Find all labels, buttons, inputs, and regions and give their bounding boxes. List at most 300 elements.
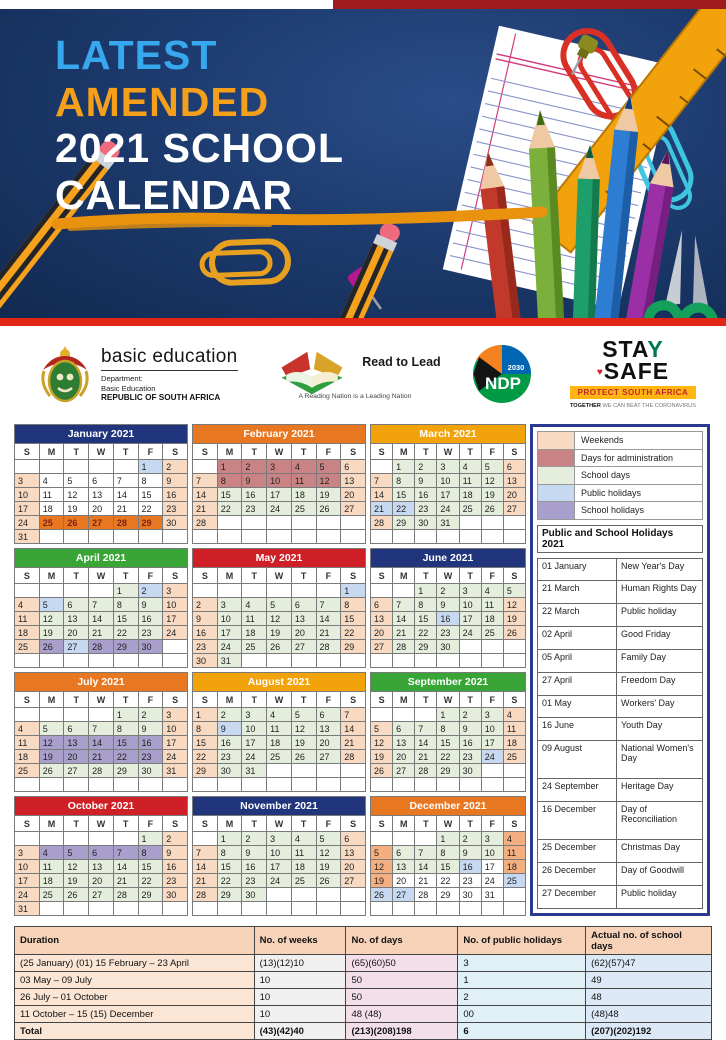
weekday-header: T	[291, 444, 316, 460]
logos-band	[0, 326, 726, 420]
day-cell	[481, 654, 503, 668]
weekday-header: M	[393, 568, 415, 584]
weekday-header: F	[138, 568, 163, 584]
day-cell: 18	[267, 736, 292, 750]
day-cell: 17	[163, 736, 188, 750]
week-row	[371, 612, 526, 626]
day-cell	[503, 530, 525, 544]
day-cell: 14	[193, 488, 218, 502]
day-cell: 20	[89, 502, 114, 516]
day-cell	[64, 778, 89, 792]
day-cell: 5	[64, 474, 89, 488]
day-cell: 24	[267, 502, 292, 516]
day-cell	[291, 530, 316, 544]
weekday-header: W	[89, 692, 114, 708]
week-row	[193, 722, 366, 736]
day-cell: 24	[163, 626, 188, 640]
day-cell: 1	[138, 832, 163, 846]
week-row	[371, 846, 526, 860]
striped-pencil-icon	[275, 220, 403, 318]
day-cell: 17	[481, 736, 503, 750]
weekday-header: W	[89, 444, 114, 460]
stay-safe-line1: STAY	[602, 336, 664, 363]
weekday-header: F	[316, 816, 341, 832]
day-cell: 19	[316, 860, 341, 874]
holidays-title: Public and School Holidays 2021	[537, 525, 703, 553]
holiday-date: 01 May	[538, 695, 617, 718]
day-cell: 26	[371, 764, 393, 778]
weekday-header: T	[415, 568, 437, 584]
day-cell	[113, 902, 138, 916]
day-cell	[316, 654, 341, 668]
day-cell: 23	[242, 874, 267, 888]
weekday-header: S	[15, 568, 40, 584]
day-cell: 21	[89, 750, 114, 764]
day-cell	[393, 778, 415, 792]
day-cell	[89, 530, 114, 544]
day-cell	[113, 832, 138, 846]
day-cell: 18	[15, 750, 40, 764]
holiday-row	[538, 604, 703, 627]
day-cell: 10	[267, 474, 292, 488]
day-cell: 2	[242, 832, 267, 846]
day-cell: 1	[341, 584, 366, 598]
weekday-header: W	[437, 816, 459, 832]
day-cell: 20	[371, 626, 393, 640]
day-cell	[503, 902, 525, 916]
day-cell: 24	[459, 626, 481, 640]
day-cell: 22	[217, 874, 242, 888]
day-cell: 15	[341, 612, 366, 626]
day-cell: 27	[503, 502, 525, 516]
day-cell	[316, 888, 341, 902]
weekday-header: S	[193, 444, 218, 460]
day-cell	[15, 778, 40, 792]
day-cell: 8	[217, 474, 242, 488]
day-cell	[371, 778, 393, 792]
day-cell: 4	[503, 708, 525, 722]
term-summary-table	[14, 926, 712, 1040]
day-cell: 16	[242, 860, 267, 874]
day-cell: 22	[393, 502, 415, 516]
day-cell	[415, 530, 437, 544]
day-cell	[316, 764, 341, 778]
day-cell: 12	[503, 598, 525, 612]
day-cell: 24	[242, 750, 267, 764]
week-row	[15, 888, 188, 902]
month-title: August 2021	[193, 673, 366, 692]
day-cell	[371, 460, 393, 474]
day-cell: 1	[415, 584, 437, 598]
day-cell: 30	[459, 888, 481, 902]
day-cell: 29	[138, 516, 163, 530]
weekday-header: F	[481, 444, 503, 460]
day-cell: 26	[64, 888, 89, 902]
day-cell: 27	[341, 874, 366, 888]
day-cell	[341, 530, 366, 544]
weekday-header: F	[138, 444, 163, 460]
day-cell: 19	[371, 874, 393, 888]
holiday-name: Workers' Day	[617, 695, 703, 718]
day-cell: 15	[138, 488, 163, 502]
summary-cell: 03 May – 09 July	[15, 972, 255, 989]
day-cell	[393, 832, 415, 846]
day-cell: 5	[481, 460, 503, 474]
summary-cell: 50	[346, 972, 458, 989]
day-cell	[39, 584, 64, 598]
day-cell	[39, 530, 64, 544]
weekday-header: T	[113, 816, 138, 832]
weekday-header: M	[393, 692, 415, 708]
day-cell	[193, 902, 218, 916]
week-row	[193, 502, 366, 516]
week-row	[371, 488, 526, 502]
day-cell: 8	[113, 722, 138, 736]
holiday-date: 02 April	[538, 627, 617, 650]
day-cell: 13	[341, 474, 366, 488]
weekday-header: W	[89, 816, 114, 832]
day-cell: 3	[437, 460, 459, 474]
weekday-header: T	[459, 568, 481, 584]
top-strip-white	[0, 0, 333, 9]
day-cell: 20	[89, 874, 114, 888]
day-cell: 13	[341, 846, 366, 860]
summary-cell: 10	[254, 1006, 346, 1023]
weekday-header: S	[503, 568, 525, 584]
day-cell	[217, 778, 242, 792]
week-row	[193, 832, 366, 846]
day-cell: 8	[217, 846, 242, 860]
day-cell: 21	[316, 626, 341, 640]
week-row	[193, 750, 366, 764]
week-row	[193, 598, 366, 612]
weekday-header: W	[89, 568, 114, 584]
day-cell	[64, 530, 89, 544]
day-cell: 22	[113, 750, 138, 764]
day-cell: 29	[437, 888, 459, 902]
day-cell: 30	[242, 888, 267, 902]
weekday-header: S	[193, 568, 218, 584]
legend-label: Weekends	[575, 432, 703, 450]
legend-label: Public holidays	[575, 484, 703, 502]
day-cell	[267, 888, 292, 902]
day-cell: 12	[291, 722, 316, 736]
day-cell: 8	[415, 598, 437, 612]
holiday-date: 21 March	[538, 581, 617, 604]
week-row	[371, 640, 526, 654]
day-cell	[15, 832, 40, 846]
weekday-header: F	[316, 692, 341, 708]
day-cell	[113, 654, 138, 668]
weekday-header: M	[39, 568, 64, 584]
day-cell: 13	[291, 612, 316, 626]
day-cell: 27	[316, 750, 341, 764]
day-cell: 16	[138, 612, 163, 626]
day-cell	[163, 654, 188, 668]
holiday-date: 24 September	[538, 779, 617, 802]
day-cell: 17	[217, 626, 242, 640]
day-cell	[481, 778, 503, 792]
day-cell: 20	[393, 750, 415, 764]
day-cell	[64, 584, 89, 598]
day-cell: 9	[163, 846, 188, 860]
day-cell: 3	[163, 708, 188, 722]
day-cell	[459, 640, 481, 654]
read-to-lead-logo	[269, 349, 441, 400]
coat-of-arms-icon	[38, 344, 92, 404]
holiday-row	[538, 581, 703, 604]
day-cell	[138, 902, 163, 916]
day-cell: 24	[15, 516, 40, 530]
week-row	[15, 846, 188, 860]
legend-holidays-panel	[530, 424, 710, 916]
weekday-header: S	[15, 816, 40, 832]
day-cell: 11	[15, 612, 40, 626]
day-cell: 14	[89, 736, 114, 750]
day-cell: 11	[15, 736, 40, 750]
day-cell: 26	[481, 502, 503, 516]
calendar-grid	[14, 424, 718, 916]
day-cell	[341, 654, 366, 668]
day-cell	[39, 460, 64, 474]
title-line-year: 2021 SCHOOL	[55, 125, 344, 172]
day-cell: 27	[291, 640, 316, 654]
day-cell: 16	[138, 736, 163, 750]
month-table	[192, 548, 366, 668]
day-cell: 14	[415, 736, 437, 750]
weekday-header: T	[459, 444, 481, 460]
holiday-row	[538, 863, 703, 886]
day-cell: 27	[64, 764, 89, 778]
day-cell: 9	[217, 722, 242, 736]
holiday-name: Good Friday	[617, 627, 703, 650]
day-cell: 1	[113, 708, 138, 722]
day-cell: 9	[242, 474, 267, 488]
day-cell	[242, 902, 267, 916]
summary-cell: (25 January) (01) 15 February – 23 April	[15, 955, 255, 972]
day-cell: 4	[291, 460, 316, 474]
holiday-name: National Women's Day	[617, 741, 703, 779]
day-cell: 20	[341, 488, 366, 502]
day-cell	[291, 654, 316, 668]
week-row	[193, 474, 366, 488]
legend-row	[538, 502, 703, 520]
weekday-header: M	[393, 444, 415, 460]
week-row	[193, 626, 366, 640]
week-row	[15, 502, 188, 516]
weekday-header: W	[267, 568, 292, 584]
day-cell: 31	[15, 902, 40, 916]
day-cell: 2	[163, 832, 188, 846]
title-line-calendar: CALENDAR	[55, 172, 294, 219]
day-cell	[113, 530, 138, 544]
day-cell: 12	[371, 736, 393, 750]
day-cell	[316, 902, 341, 916]
summary-cell: (48)48	[586, 1006, 712, 1023]
day-cell: 2	[242, 460, 267, 474]
day-cell: 28	[316, 640, 341, 654]
day-cell: 26	[316, 502, 341, 516]
week-row	[371, 860, 526, 874]
dbe-text	[101, 346, 238, 403]
day-cell: 19	[39, 626, 64, 640]
day-cell: 25	[503, 874, 525, 888]
stay-safe-line2: ♥SAFE	[596, 357, 670, 384]
day-cell	[371, 530, 393, 544]
day-cell: 19	[503, 612, 525, 626]
day-cell	[113, 778, 138, 792]
day-cell: 15	[113, 612, 138, 626]
day-cell: 5	[371, 722, 393, 736]
day-cell: 28	[415, 764, 437, 778]
day-cell	[64, 902, 89, 916]
day-cell	[371, 708, 393, 722]
month-title: May 2021	[193, 549, 366, 568]
day-cell: 14	[371, 488, 393, 502]
day-cell: 21	[193, 502, 218, 516]
day-cell	[291, 902, 316, 916]
holiday-date: 27 April	[538, 672, 617, 695]
day-cell: 22	[138, 874, 163, 888]
day-cell	[341, 888, 366, 902]
day-cell: 27	[371, 640, 393, 654]
weekday-header: F	[138, 816, 163, 832]
weekday-header: T	[291, 568, 316, 584]
holiday-date: 16 June	[538, 718, 617, 741]
day-cell	[437, 778, 459, 792]
week-row	[193, 888, 366, 902]
month-title: December 2021	[371, 797, 526, 816]
day-cell	[481, 530, 503, 544]
day-cell: 13	[503, 474, 525, 488]
day-cell: 5	[371, 846, 393, 860]
week-row	[15, 902, 188, 916]
hero-banner	[0, 0, 726, 318]
day-cell: 6	[393, 846, 415, 860]
day-cell: 19	[481, 488, 503, 502]
day-cell: 7	[113, 474, 138, 488]
week-row	[371, 888, 526, 902]
day-cell: 13	[64, 612, 89, 626]
legend-swatch	[538, 467, 575, 485]
day-cell: 16	[437, 612, 459, 626]
day-cell: 30	[459, 764, 481, 778]
week-row	[371, 516, 526, 530]
day-cell: 21	[341, 736, 366, 750]
day-cell: 15	[113, 736, 138, 750]
week-row	[193, 640, 366, 654]
holiday-name: Freedom Day	[617, 672, 703, 695]
legend-row	[538, 432, 703, 450]
day-cell: 28	[89, 640, 114, 654]
day-cell: 23	[138, 750, 163, 764]
summary-cell: 10	[254, 989, 346, 1006]
day-cell	[64, 708, 89, 722]
day-cell	[437, 654, 459, 668]
day-cell	[316, 530, 341, 544]
day-cell: 25	[503, 750, 525, 764]
day-cell: 17	[459, 612, 481, 626]
day-cell: 15	[193, 736, 218, 750]
day-cell: 6	[341, 832, 366, 846]
day-cell: 7	[89, 598, 114, 612]
day-cell: 29	[393, 516, 415, 530]
weekday-header: T	[64, 568, 89, 584]
weekday-header: W	[437, 568, 459, 584]
day-cell	[39, 654, 64, 668]
day-cell: 12	[371, 860, 393, 874]
day-cell: 10	[481, 722, 503, 736]
day-cell	[503, 516, 525, 530]
week-row	[193, 516, 366, 530]
day-cell: 28	[113, 888, 138, 902]
day-cell: 10	[242, 722, 267, 736]
holiday-name: Public holiday	[617, 604, 703, 627]
day-cell: 16	[163, 860, 188, 874]
summary-cell: 48	[586, 989, 712, 1006]
weekday-header: T	[459, 692, 481, 708]
legend-label: Days for administration	[575, 449, 703, 467]
day-cell: 29	[217, 888, 242, 902]
summary-cell: Total	[15, 1023, 255, 1040]
week-row	[193, 846, 366, 860]
day-cell: 28	[371, 516, 393, 530]
day-cell	[267, 902, 292, 916]
dbe-divider	[101, 370, 238, 371]
holiday-date: 05 April	[538, 649, 617, 672]
summary-cell: 48 (48)	[346, 1006, 458, 1023]
day-cell: 19	[64, 874, 89, 888]
day-cell	[39, 778, 64, 792]
day-cell: 18	[242, 626, 267, 640]
summary-row	[15, 989, 712, 1006]
holiday-date: 22 March	[538, 604, 617, 627]
day-cell	[393, 530, 415, 544]
month-title: January 2021	[15, 425, 188, 444]
week-row	[15, 832, 188, 846]
week-row	[193, 736, 366, 750]
weekday-header: F	[316, 444, 341, 460]
week-row	[193, 860, 366, 874]
day-cell	[341, 516, 366, 530]
day-cell	[267, 764, 292, 778]
day-cell: 12	[39, 736, 64, 750]
day-cell: 11	[39, 488, 64, 502]
week-row	[15, 708, 188, 722]
dbe-dept-line1: Department:	[101, 373, 143, 383]
day-cell	[89, 708, 114, 722]
day-cell: 7	[113, 846, 138, 860]
weekday-header: W	[267, 816, 292, 832]
day-cell: 29	[193, 764, 218, 778]
day-cell: 11	[291, 846, 316, 860]
day-cell: 28	[341, 750, 366, 764]
day-cell: 5	[503, 584, 525, 598]
week-row	[371, 502, 526, 516]
day-cell: 4	[503, 832, 525, 846]
day-cell: 30	[163, 888, 188, 902]
day-cell: 4	[242, 598, 267, 612]
day-cell: 21	[393, 626, 415, 640]
day-cell	[15, 460, 40, 474]
week-row	[193, 902, 366, 916]
weekday-header: M	[39, 692, 64, 708]
ndp-title: NDP	[485, 374, 522, 393]
day-cell: 3	[459, 584, 481, 598]
weekday-header: T	[415, 692, 437, 708]
holiday-row	[538, 558, 703, 581]
day-cell: 31	[217, 654, 242, 668]
